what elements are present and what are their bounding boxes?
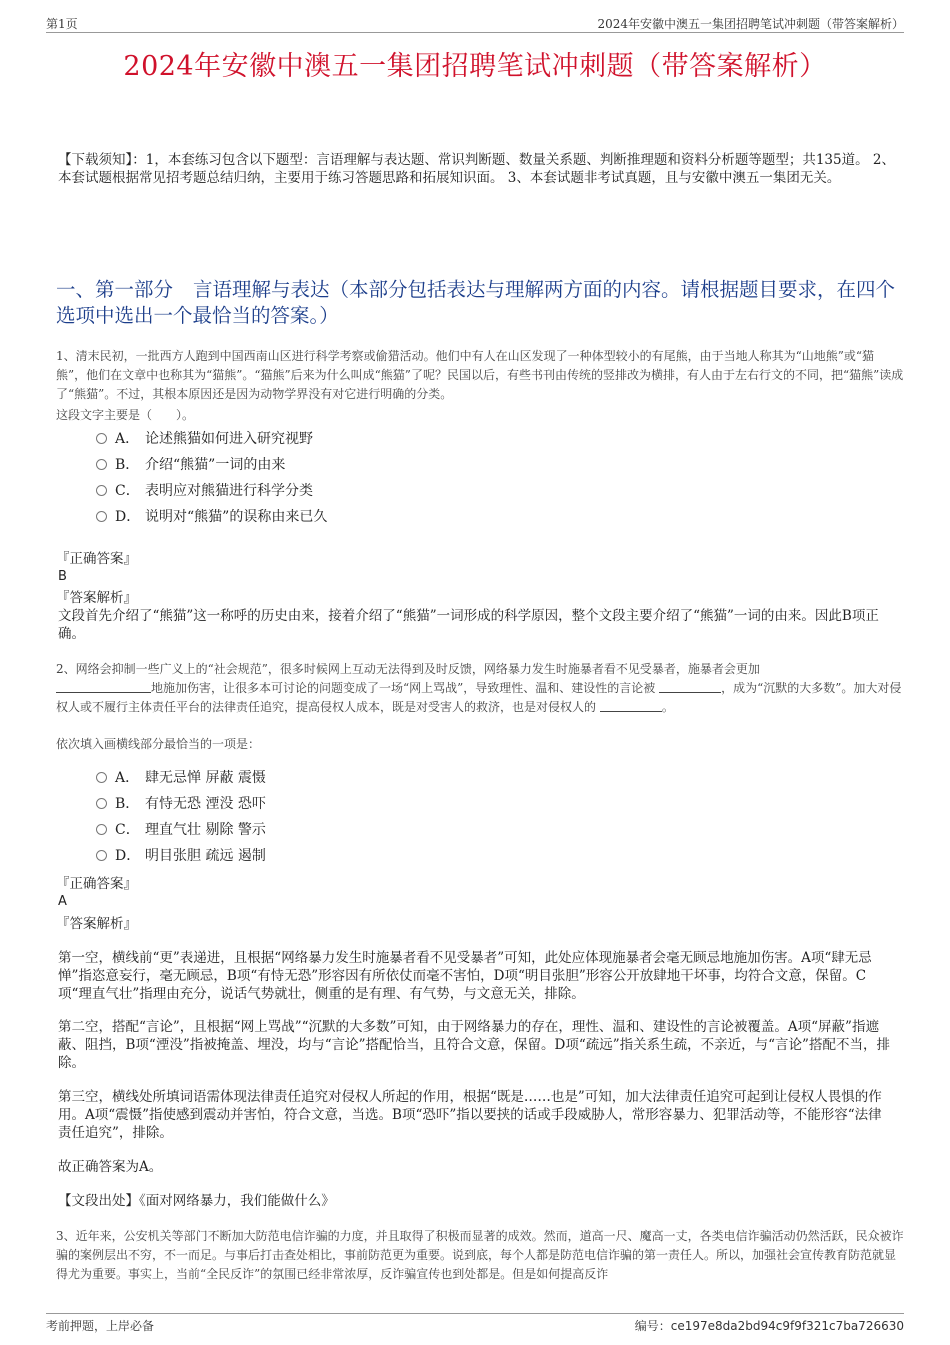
fill-blank-2: [659, 679, 721, 693]
question-1-options: [96, 426, 327, 530]
question-2-option-b[interactable]: B． 有恃无恐 湮没 恐吓: [96, 791, 266, 817]
question-2-source: 【文段出处】《面对网络暴力，我们能做什么》: [58, 1193, 335, 1209]
fill-blank-3: [600, 698, 662, 712]
footer-code: 编号：ce197e8da2bd94c9f9f321c7ba726630: [634, 1319, 904, 1333]
question-2-options: [96, 765, 266, 869]
question-1-answer-label: 『正确答案』: [56, 551, 137, 567]
question-1-analysis: 文段首先介绍了“熊猫”这一称呼的历史由来，接着介绍了“熊猫”一词形成的科学原因，整个文段主要介绍了“熊猫”一词的由来。因此B项正确。: [58, 608, 879, 642]
question-2-analysis-label: 『答案解析』: [56, 916, 137, 932]
page-number: 第1页: [46, 17, 78, 31]
radio-icon[interactable]: [96, 824, 107, 835]
question-3-stem: 3、近年来，公安机关等部门不断加大防范电信诈骗的力度，并且取得了积极而显著的成效。然而，道高一尺、魔高一丈，各类电信诈骗活动仍然活跃，民众被诈骗的案例层出不穷，不一而足。与事后打击查处相比，事前防范更为重要。说到底，每个人都是防范电信诈骗的第一责任人。所以，加强社会宣传教育防范就显得尤为重要。事实上，当前“全民反诈”的氛围已经非常浓厚，反诈骗宣传也到处都是。但是如何提高反诈: [56, 1229, 904, 1281]
radio-icon[interactable]: [96, 798, 107, 809]
question-2-option-a[interactable]: A． 肆无忌惮 屏蔽 震慑: [96, 765, 266, 791]
question-1-analysis-label: 『答案解析』: [56, 590, 137, 606]
question-2-analysis-2: 第二空，搭配“言论”，且根据“网上骂战”“沉默的大多数”可知，由于网络暴力的存在，理性、温和、建设性的言论被覆盖。A项“屏蔽”指遮蔽、阻挡，B项“湮没”指被掩盖、埋没，均与“言论”搭配恰当，且符合文意，保留。D项“疏远”指关系生疏，不亲近，与“言论”搭配不当，排除。: [58, 1019, 890, 1071]
question-2-conclusion: 故正确答案为A。: [58, 1159, 163, 1175]
footer-slogan: 考前押题，上岸必备: [46, 1319, 155, 1333]
section-description: 言语理解与表达（本部分包括表达与理解两方面的内容。请根据题目要求，在四个选项中选出一个最恰当的答案。）: [56, 278, 896, 327]
question-1-prompt: 这段文字主要是（ ）。: [56, 408, 195, 422]
header-doc-title: 2024年安徽中澳五一集团招聘笔试冲刺题（带答案解析）: [597, 17, 904, 31]
question-1-option-c[interactable]: C． 表明应对熊猫进行科学分类: [96, 478, 327, 504]
question-2-analysis-3: 第三空，横线处所填词语需体现法律责任追究对侵权人所起的作用，根据“既是……也是”可知，加大法律责任追究可起到让侵权人畏惧的作用。A项“震慑”指使感到震动并害怕，符合文意，当选。B项“恐吓”指以要挟的话或手段威胁人，常形容暴力、犯罪活动等，不能形容“法律责任追究”，排除。: [58, 1089, 882, 1141]
question-2-option-c[interactable]: C． 理直气壮 剔除 警示: [96, 817, 266, 843]
page-footer: [46, 1313, 904, 1334]
section-part: 一、第一部分: [56, 278, 174, 301]
question-2-stem: 2、网络会抑制一些广义上的“社会规范”，很多时候网上互动无法得到及时反馈，网络暴力发生时施暴者看不见受暴者，施暴者会更加 地施加伤害，让很多本可讨论的问题变成了一场“网上骂战”，导致理性、温和、建设性的言论被 ，成为“沉默的大多数”。加大对侵权人或不履行主体责任平台的法律责任追究，提高侵权人成本，既是对受害人的救济，也是对侵权人的 。: [56, 662, 902, 714]
page-title: 2024年安徽中澳五一集团招聘笔试冲刺题（带答案解析）: [123, 51, 827, 82]
question-1-option-a[interactable]: A． 论述熊猫如何进入研究视野: [96, 426, 327, 452]
question-2-prompt: 依次填入画横线部分最恰当的一项是：: [56, 737, 261, 751]
radio-icon[interactable]: [96, 485, 107, 496]
radio-icon[interactable]: [96, 850, 107, 861]
section-heading: [56, 277, 906, 329]
question-1-answer: B: [58, 569, 67, 584]
question-2-option-d[interactable]: D． 明目张胆 疏远 遏制: [96, 843, 266, 869]
question-1-option-b[interactable]: B． 介绍“熊猫”一词的由来: [96, 452, 327, 478]
question-2-answer-label: 『正确答案』: [56, 876, 137, 892]
page-header: [46, 14, 904, 33]
radio-icon[interactable]: [96, 433, 107, 444]
question-2-analysis-1: 第一空，横线前“更”表递进，且根据“网络暴力发生时施暴者看不见受暴者”可知，此处应体现施暴者会毫无顾忌地施加伤害。A项“肆无忌惮”指恣意妄行，毫无顾忌，B项“有恃无恐”形容因有所依仗而毫不害怕，D项“明目张胆”形容公开放肆地干坏事，均符合文意，保留。C项“理直气壮”指理由充分，说话气势就壮，侧重的是有理、有气势，与文意无关，排除。: [58, 950, 872, 1002]
radio-icon[interactable]: [96, 511, 107, 522]
fill-blank-1: [56, 679, 151, 693]
radio-icon[interactable]: [96, 459, 107, 470]
download-notice: 【下载须知】：1，本套练习包含以下题型：言语理解与表达题、常识判断题、数量关系题、判断推理题和资料分析题等题型；共135道。 2、本套试题根据常见招考题总结归纳，主要用于练习答题思路和拓展知识面。 3、本套试题非考试真题，且与安徽中澳五一集团无关。: [58, 152, 895, 186]
question-1-stem: 1、清末民初，一批西方人跑到中国西南山区进行科学考察或偷猎活动。他们中有人在山区发现了一种体型较小的有尾熊，由于当地人称其为“山地熊”或“猫熊”，他们在文章中也称其为“猫熊”。“猫熊”后来为什么叫成“熊猫”了呢？民国以后，有些书刊由传统的竖排改为横排，有人由于左右行文的不同，把“猫熊”读成了“熊猫”。不过，其根本原因还是因为动物学界没有对它进行明确的分类。: [56, 349, 904, 401]
question-1-option-d[interactable]: D． 说明对“熊猫”的误称由来已久: [96, 504, 327, 530]
radio-icon[interactable]: [96, 772, 107, 783]
question-2-answer: A: [58, 894, 67, 909]
